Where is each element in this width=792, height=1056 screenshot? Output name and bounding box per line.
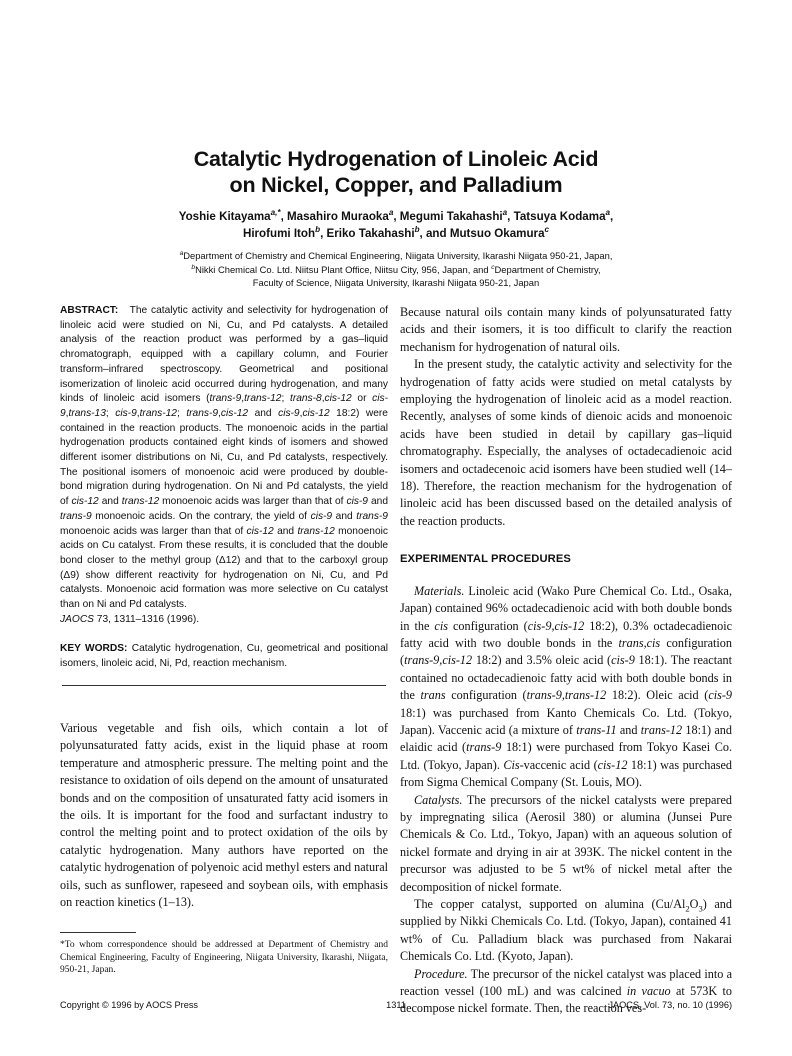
abstract-text: The catalytic activity and selectivity for hydrogenation of linoleic acid were studied on Ni, Cu, and Pd catalysts. A detailed analysis of the reaction product was performed by a gas–liquid chromatograph, equipped with a capillary column, and Fourier transform–infrared spectroscopy. Geometrical and positional isomerization of linoleic acid occurred during hydrogenation, and many kinds of linoleic acid isomers (trans-9,trans-12; trans-8,cis-12 or cis-9,trans-13; cis-9,trans-12; trans-9,cis-12 and cis-9,cis-12 18:2) were contained in the reaction products. The monoenoic acids in the partial hydrogenation products contained eight kinds of isomers and showed different isomer distributions on Ni, Cu, and Pd catalysts, respectively. The positional isomers of monoenoic acid were produced by double- bond migration during hydrogenation. On Ni and Pd catalysts, the yield of cis-12 and trans-12 monoenoic acids was larger than that of cis-9 and trans-9 monoenoic acids. On the contrary, the yield of cis-9 and trans-9 monoenoic acids was larger than that of cis-12 and trans-12 monoenoic acids on Cu catalyst. From these results, it is concluded that the double bond closer to the methyl group (Δ12) and that to the carboxyl group (Δ9) show different reactivity for hydrogenation on Ni, Cu, and Pd catalysts. Monoenoic acid formation was more selective on Cu catalyst than on Ni and Pd catalysts. — [60, 305, 389, 611]
materials-text: Linoleic acid (Wako Pure Chemical Co. Ltd., Osaka, Japan) contained 96% octadecadienoic acid with both double bonds in the cis configuration (cis-9,cis-12 18:2), 0.3% octadecadienoic fatty acid with two double bonds in the trans,cis configuration (trans-9,cis-12 18:2) and 3.5% oleic acid (cis-9 18:1). The reactant contained no octadecadienoic fatty acid with both double bonds in the trans configuration (trans-9,trans-12 18:2). Oleic acid (cis-9 18:1) was purchased from Kanto Chemicals Co. Ltd. (Tokyo, Japan). Vaccenic acid (a mixture of trans-11 and trans-12 18:1) and elaidic acid (trans-9 18:1) were purchased from Tokyo Kasei Co. Ltd. (Tokyo, Japan). Cis-vaccenic acid (cis-12 18:1) was purchased from Sigma Chemical Company (St. Louis, MO). — [400, 583, 733, 790]
catalysts-paragraph — [400, 792, 732, 896]
page-footer — [60, 1000, 732, 1016]
materials-label: Materials. — [414, 583, 465, 598]
copper-paragraph: The copper catalyst, supported on alumina $(Cu/Al_2O_3)$ and supplied by Nikki Chemicals Co. Ltd. (Tokyo, Japan), contained 41 wt% of Cu. Palladium black was purchased from Nakarai Chemicals Co. Ltd. (Kyoto, Japan). — [400, 897, 732, 964]
authors-line-1: Yoshie Kitayama$^{a,*}$, Masahiro Muraoka$^a$, Megumi Takahashi$^a$, Tatsuya Kodama$^a$, — [178, 208, 614, 223]
abstract-label: ABSTRACT: — [60, 305, 119, 316]
keywords-text: Catalytic hydrogenation, Cu, geometrical and positional isomers, linoleic acid, Ni, Pd, reaction mechanism. — [60, 643, 389, 670]
keywords-label: KEY WORDS: — [60, 643, 128, 655]
right-paragraph-1: Because natural oils contain many kinds of polyunsaturated fatty acids and their isomers, it is too difficult to clarify the reaction mechanism for hydrogenation of natural oils. — [400, 305, 732, 354]
affiliation-line-3: Faculty of Science, Niigata University, Ikarashi Niigata 950-21, Japan — [252, 277, 540, 289]
left-column — [60, 304, 388, 911]
materials-paragraph — [400, 583, 732, 792]
procedure-text: The precursor of the nickel catalyst was placed into a reaction vessel (100 mL) and was calcined in vacuo at 573K to decompose nickel formate. Then, the reaction ves- — [400, 966, 732, 1016]
affiliation-line-1: $^a$Department of Chemistry and Chemical Engineering, Niigata University, Ikarashi Niigata 950-21, Japan, — [179, 249, 613, 261]
footer-journal: JAOCS, Vol. 73, no. 10 (1996) — [608, 1000, 732, 1010]
author-list — [60, 208, 732, 242]
affiliation-line-2: $^b$Nikki Chemical Co. Ltd. Niitsu Plant Office, Niitsu City, 956, Japan, and $^c$Department of Chemistry, — [191, 263, 601, 275]
catalysts-text: The precursors of the nickel catalysts were prepared by impregnating silica (Aerosil 380) or alumina (Junsei Pure Chemicals & Co. Ltd., Tokyo, Japan) with an aqueous solution of nickel formate and drying in air at 393K. The nickel content in the precursor was adjusted to be 5 wt% of nickel metal after the decomposition of nickel formate. — [400, 792, 732, 894]
footer-copyright: Copyright © 1996 by AOCS Press — [60, 1000, 199, 1010]
keywords — [60, 642, 388, 671]
affiliations — [120, 249, 672, 290]
citation: JAOCS 73, 1311–1316 (1996). — [60, 613, 200, 625]
right-paragraph-2: In the present study, the catalytic activity and selectivity for the hydrogenation of fatty acids were studied on metal catalysts by employing the hydrogenation of linoleic acid as a model reaction. Recently, analyses of some kinds of dienoic acids and monoenoic acids have been studied in detail by capillary gas–liquid chromatography. Especially, the analyses of octadecadienoic acid isomers and octadecenoic acid isomers have been studied well (14–18). Therefore, the reaction mechanism for the hydrogenation of linoleic acid has been discussed based on the detailed analysis of the reaction products. — [400, 357, 732, 528]
authors-line-2: Hirofumi Itoh$^b$, Eriko Takahashi$^b$, and Mutsuo Okamura$^c$ — [242, 225, 550, 240]
abstract — [60, 304, 388, 627]
section-heading: EXPERIMENTAL PROCEDURES — [400, 553, 571, 566]
footnote-rule — [60, 932, 136, 933]
title-line-2: on Nickel, Copper, and Palladium — [229, 173, 563, 197]
abstract-divider — [62, 685, 386, 686]
introduction — [60, 720, 388, 911]
procedure-label: Procedure. — [414, 966, 468, 981]
paper-title — [60, 146, 732, 198]
footnote — [60, 932, 388, 977]
footnote-text: *To whom correspondence should be addressed at Department of Chemistry and Chemical Engineering, Faculty of Engineering, Niigata University, Ikarashi, Niigata, 950-21, Japan. — [60, 940, 388, 976]
catalysts-label: Catalysts. — [414, 792, 463, 807]
intro-paragraph: Various vegetable and fish oils, which contain a lot of polyunsaturated fatty acids, exist in the liquid phase at room temperature and atmospheric pressure. The melting point and the resistance to oxidation of oils depend on the amount of unsaturated bonds and on the composition of unsaturated fatty acid isomers in the oils. It is important for the food and surfactant industry to control the melting point and to protect oxidation of the oils by catalytic hydrogenation. Many authors have reported on the catalytic hydrogenation of polyenoic acid methyl esters and natural oils, such as sunflower, rapeseed and soybean oils, with emphasis on reaction kinetics (1–13). — [60, 720, 388, 909]
footer-page-number: 1311 — [386, 1000, 406, 1010]
right-column — [400, 304, 732, 1018]
title-line-1: Catalytic Hydrogenation of Linoleic Acid — [193, 147, 599, 171]
